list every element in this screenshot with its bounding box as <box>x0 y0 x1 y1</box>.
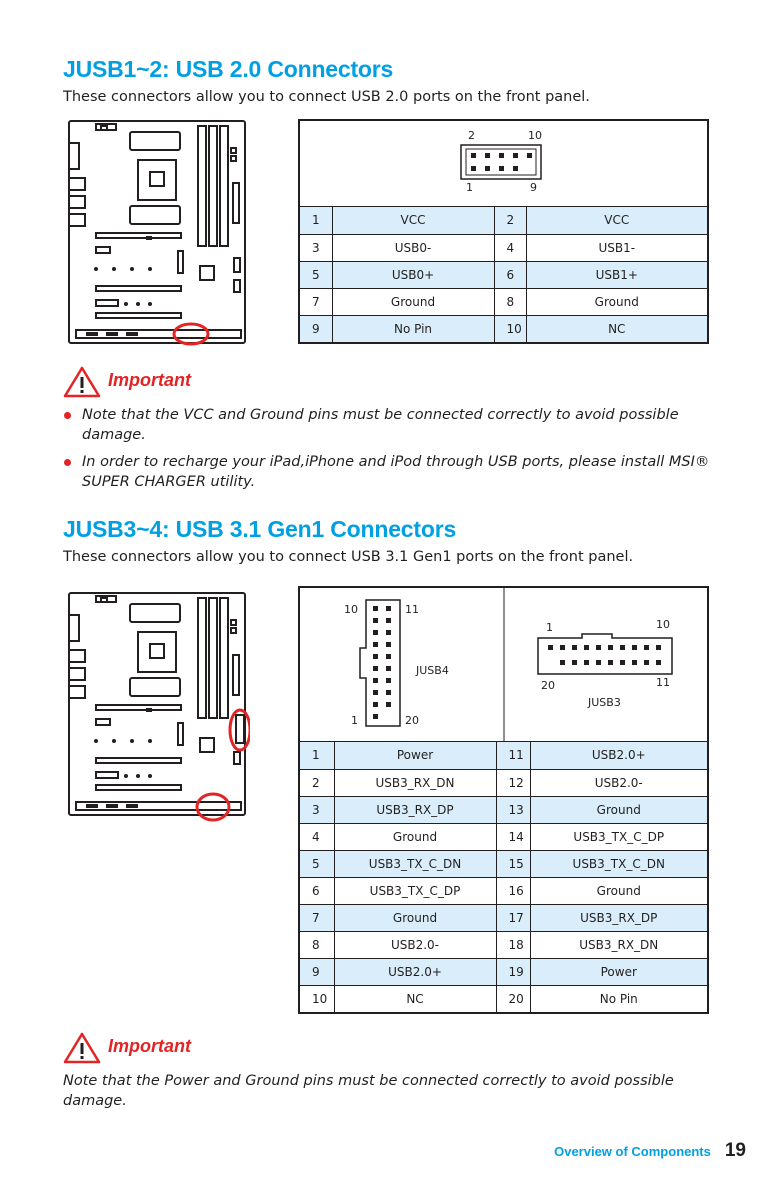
motherboard-diagram-usb3 <box>66 590 250 825</box>
warning-icon <box>63 1032 101 1064</box>
section-description-jusb1-2: These connectors allow you to connect USB 2.0 ports on the front panel. <box>63 89 590 105</box>
table-row: 7 Ground 17 USB3_RX_DP <box>300 904 707 931</box>
table-row: 1 Power 11 USB2.0+ <box>300 742 707 769</box>
table-row: 4 Ground 14 USB3_TX_C_DP <box>300 823 707 850</box>
important-label: Important <box>108 1036 191 1056</box>
important-notice-2 <box>63 1032 363 1062</box>
pin-label-1: 1 <box>466 181 473 194</box>
jusb4-pin-11: 11 <box>405 603 419 616</box>
important-text-2: Note that the Power and Ground pins must be connected correctly to avoid possible damage. <box>63 1073 674 1109</box>
table-row: 2 USB3_RX_DN 12 USB2.0- <box>300 769 707 796</box>
pin-table-usb3 <box>298 586 709 1014</box>
table-row: 1 VCC 2 VCC <box>300 207 707 234</box>
jusb4-pin-10: 10 <box>344 603 358 616</box>
page-number: 19 <box>724 1140 746 1161</box>
table-row: 8 USB2.0- 18 USB3_RX_DN <box>300 931 707 958</box>
usb3-header-diagrams <box>300 588 707 742</box>
table-row: 5 USB0+ 6 USB1+ <box>300 261 707 288</box>
table-row: 6 USB3_TX_C_DP 16 Ground <box>300 877 707 904</box>
jusb3-pin-10: 10 <box>656 618 670 631</box>
jusb3-pin-20: 20 <box>541 679 555 692</box>
jusb3-header <box>538 618 672 709</box>
motherboard-diagram-usb2 <box>66 118 250 348</box>
important-label: Important <box>108 370 191 390</box>
table-row: 3 USB3_RX_DP 13 Ground <box>300 796 707 823</box>
table-row: 7 Ground 8 Ground <box>300 288 707 315</box>
jusb4-pin-1: 1 <box>351 714 358 727</box>
important-list-1 <box>63 405 713 499</box>
section-description-jusb3-4: These connectors allow you to connect USB 3.1 Gen1 ports on the front panel. <box>63 549 634 565</box>
table-row: 5 USB3_TX_C_DN 15 USB3_TX_C_DN <box>300 850 707 877</box>
usb2-header-shape <box>461 145 541 179</box>
table-row: 9 No Pin 10 NC <box>300 315 707 342</box>
section-title-jusb1-2: JUSB1~2: USB 2.0 Connectors <box>63 56 394 82</box>
jusb4-header <box>344 600 449 727</box>
pin-label-10: 10 <box>528 129 542 142</box>
list-item: In order to recharge your iPad,iPhone and iPod through USB ports, please install MSI® SUPER CHARGER utility. <box>63 452 713 492</box>
jusb3-label: JUSB3 <box>588 696 621 709</box>
important-notice-1 <box>63 366 363 396</box>
bullet-icon <box>64 412 71 419</box>
table-row: 10 NC 20 No Pin <box>300 985 707 1012</box>
jusb4-label: JUSB4 <box>416 664 449 677</box>
section-title-jusb3-4: JUSB3~4: USB 3.1 Gen1 Connectors <box>63 516 457 542</box>
jusb3-pin-1: 1 <box>546 621 553 634</box>
footer-section-label: Overview of Components <box>554 1144 711 1159</box>
table-row: 3 USB0- 4 USB1- <box>300 234 707 261</box>
table-row: 9 USB2.0+ 19 Power <box>300 958 707 985</box>
usb2-header-diagram <box>300 121 707 207</box>
jusb3-pin-11: 11 <box>656 676 670 689</box>
list-item: Note that the VCC and Ground pins must be connected correctly to avoid possible damage. <box>63 405 713 445</box>
pin-label-9: 9 <box>530 181 537 194</box>
bullet-icon <box>64 459 71 466</box>
warning-icon <box>63 366 101 398</box>
page-footer <box>554 1140 746 1162</box>
jusb4-pin-20: 20 <box>405 714 419 727</box>
pin-label-2: 2 <box>468 129 475 142</box>
pin-table-usb2 <box>298 119 709 344</box>
